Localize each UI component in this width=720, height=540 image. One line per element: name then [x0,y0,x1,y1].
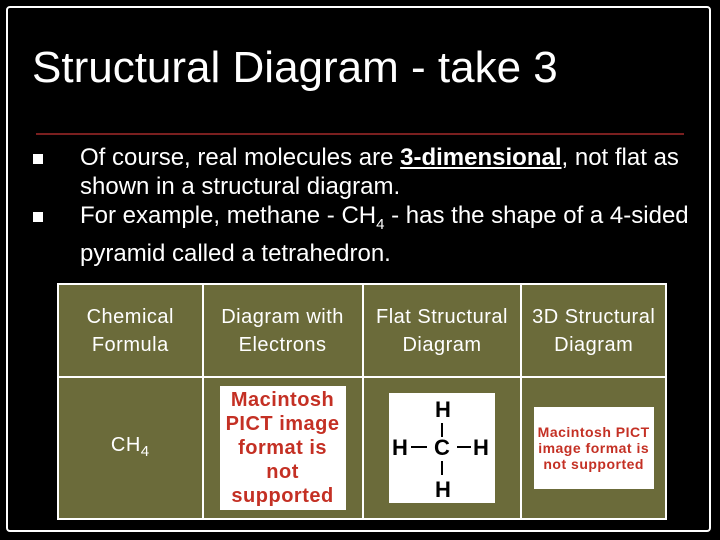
3d-diagram-cell [521,377,666,519]
header-electron-diagram: Diagram with Electrons [203,284,363,377]
subscript: 4 [376,215,385,233]
bullet-square-icon [33,212,43,222]
bullet-text: Of course, real molecules are [80,144,401,171]
unsupported-image-placeholder: Macintosh PICT image format is not supported [534,407,654,489]
flat-diagram-cell [363,377,522,519]
atom-h-bottom: H [434,477,452,502]
formula-text: CH [110,433,141,456]
comparison-table [57,283,667,520]
table-header-row [58,284,666,377]
bullet-square-icon [33,154,43,164]
title-divider [36,133,684,135]
electron-diagram-cell [203,377,363,519]
bullet-list [30,143,700,268]
methane-structure-image [389,393,495,503]
header-3d-structural: 3D Structural Diagram [521,284,666,377]
atom-h-right: H [472,435,490,460]
slide-title: Structural Diagram - take 3 [32,43,558,92]
atom-h-top: H [434,397,452,422]
bullet-item [30,201,700,268]
formula-cell [58,377,203,519]
atom-c-center: C [433,435,451,460]
header-chemical-formula: Chemical Formula [58,284,203,377]
unsupported-image-placeholder: Macintosh PICT image format is not supported [220,386,346,510]
atom-h-left: H [391,435,409,460]
bullet-text: For example, methane - CH [80,202,377,229]
table-row [58,377,666,519]
bullet-item [30,143,700,201]
header-flat-structural: Flat Structural Diagram [363,284,522,377]
formula-subscript: 4 [140,442,150,460]
bullet-text: - has the shape of a 4-sided pyramid called a tetrahedron. [80,202,689,267]
emphasis-text: 3-dimensional [400,144,562,171]
bullet-text: , not flat as shown in a structural diagram. [80,144,679,200]
